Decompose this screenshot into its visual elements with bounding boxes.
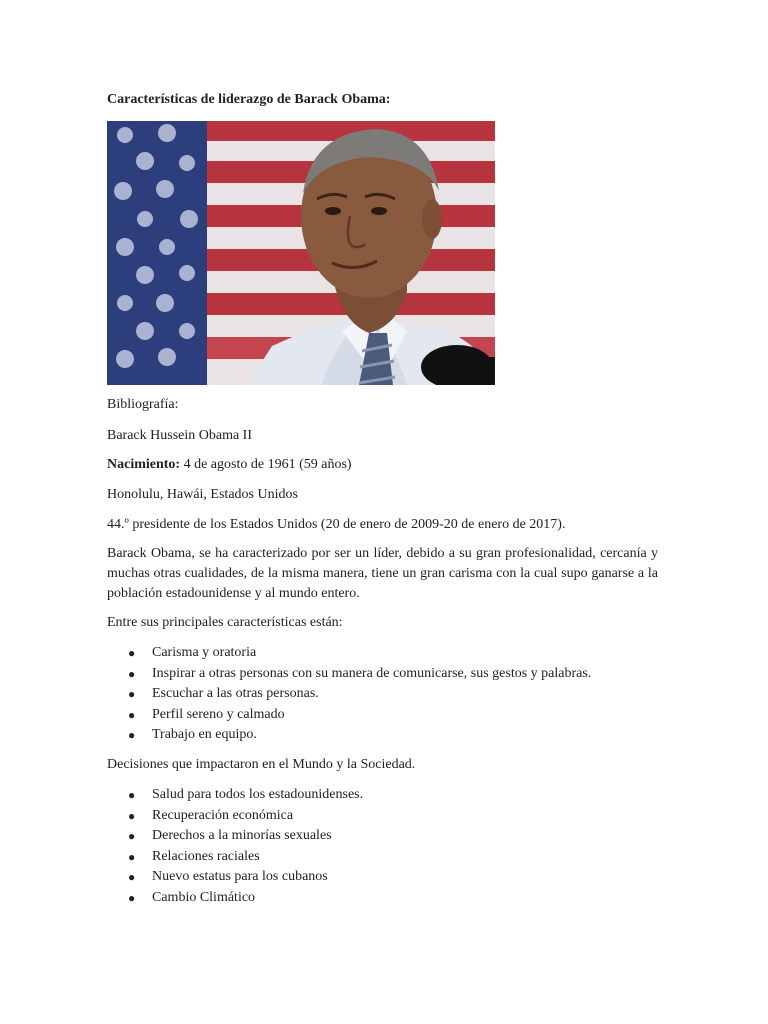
list-item bbox=[107, 684, 591, 705]
list-item bbox=[107, 847, 363, 868]
birth-value: 4 de agosto de 1961 (59 años) bbox=[180, 457, 352, 472]
list-item bbox=[107, 867, 363, 888]
list-item-text: Cambio Climático bbox=[152, 889, 256, 905]
bullet-icon: ● bbox=[128, 788, 136, 802]
presidency-line: 44.º presidente de los Estados Unidos (20 de enero de 2009-20 de enero de 2017). bbox=[107, 517, 566, 532]
list-item-text: Relaciones raciales bbox=[152, 848, 260, 864]
birth-place: Honolulu, Hawái, Estados Unidos bbox=[107, 487, 298, 502]
decisions-intro: Decisiones que impactaron en el Mundo y la Sociedad. bbox=[107, 757, 416, 772]
bullet-icon: ● bbox=[128, 728, 136, 742]
bullet-icon: ● bbox=[128, 687, 136, 701]
document-title: Características de liderazgo de Barack Obama: bbox=[107, 92, 391, 107]
list-item bbox=[107, 826, 363, 847]
list-item-text: Inspirar a otras personas con su manera de comunicarse, sus gestos y palabras. bbox=[152, 665, 592, 681]
list-item bbox=[107, 664, 591, 685]
list-item-text: Nuevo estatus para los cubanos bbox=[152, 869, 328, 884]
characteristics-intro: Entre sus principales características están: bbox=[107, 615, 343, 630]
list-item-text: Trabajo en equipo. bbox=[152, 727, 257, 742]
list-item bbox=[107, 643, 591, 664]
summary-paragraph: Barack Obama, se ha caracterizado por ser un líder, debido a su gran profesionalidad, cercanía y muchas otras cualidades, de la misma manera, tiene un gran carisma con la cual supo ganarse a la población estadounidense y al mundo entero. bbox=[107, 546, 658, 601]
bullet-icon: ● bbox=[128, 707, 136, 722]
bullet-icon: ● bbox=[128, 666, 136, 681]
bullet-icon: ● bbox=[128, 849, 136, 864]
list-item bbox=[107, 705, 591, 726]
list-item-text: Perfil sereno y calmado bbox=[152, 706, 285, 722]
birth-label: Nacimiento: bbox=[107, 457, 181, 472]
bullet-icon: ● bbox=[128, 646, 136, 660]
list-item bbox=[107, 888, 363, 909]
list-item bbox=[107, 725, 591, 746]
bullet-icon: ● bbox=[128, 890, 136, 905]
list-item-text: Carisma y oratoria bbox=[152, 645, 257, 660]
bibliography-heading: Bibliografía: bbox=[107, 397, 179, 412]
bullet-icon: ● bbox=[128, 870, 136, 884]
bullet-icon: ● bbox=[128, 808, 136, 823]
list-item-text: Escuchar a las otras personas. bbox=[152, 686, 319, 701]
bullet-icon: ● bbox=[128, 829, 136, 843]
full-name: Barack Hussein Obama II bbox=[107, 428, 253, 443]
list-item-text: Salud para todos los estadounidenses. bbox=[152, 787, 364, 802]
portrait-photo bbox=[107, 121, 495, 385]
list-item-text: Derechos a la minorías sexuales bbox=[152, 828, 332, 843]
list-item bbox=[107, 806, 363, 827]
list-item-text: Recuperación económica bbox=[152, 807, 294, 823]
decisions-list bbox=[107, 785, 363, 908]
list-item bbox=[107, 785, 363, 806]
characteristics-list bbox=[107, 643, 591, 746]
birth-line bbox=[107, 455, 352, 475]
